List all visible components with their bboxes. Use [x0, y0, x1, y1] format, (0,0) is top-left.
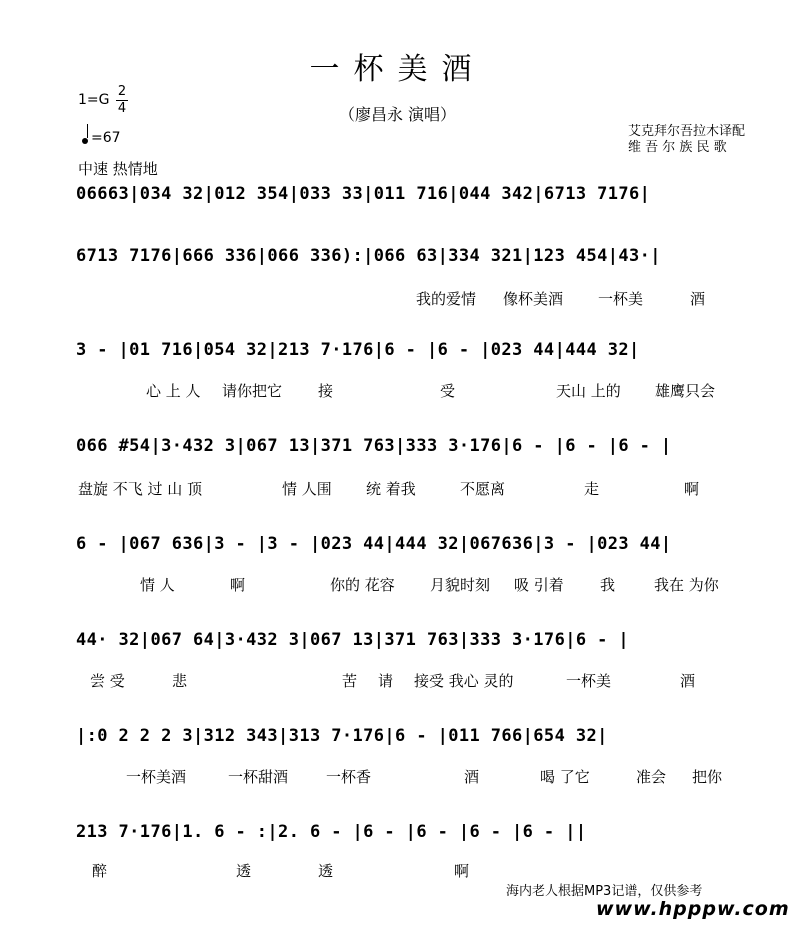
lyric-word: 一杯美 [598, 290, 644, 308]
lyric-word: 情 人围 [282, 480, 332, 498]
lyric-word: 喝 了它 [540, 768, 590, 786]
lyric-word: 接受 我心 灵的 [414, 672, 514, 690]
lyric-word: 酒 [680, 672, 696, 690]
lyric-word: 盘旋 不飞 过 山 顶 [78, 480, 203, 498]
lyric-word: 接 [318, 382, 334, 400]
lyric-word: 准会 [636, 768, 667, 786]
lyric-word: 请 [378, 672, 394, 690]
lyric-word: 你的 花容 [330, 576, 395, 594]
lyric-word: 吸 引着 [514, 576, 564, 594]
score-line-2: 6713 7176|666 336|066 336):|066 63|334 321|123 454|43·| [76, 246, 661, 266]
score-line-7: |:0 2 2 2 3|312 343|313 7·176|6 - |011 766|654 32| [76, 726, 608, 746]
origin-credit: 维 吾 尔 族 民 歌 [628, 140, 727, 155]
lyric-word: 把你 [692, 768, 723, 786]
score-line-4: 066 #54|3·432 3|067 13|371 763|333 3·176|6 - |6 - |6 - | [76, 436, 672, 456]
score-line-6: 44· 32|067 64|3·432 3|067 13|371 763|333 3·176|6 - | [76, 630, 630, 650]
tempo-value: =67 [91, 130, 121, 146]
lyric-word: 我的爱情 [416, 290, 477, 308]
tempo-marking [82, 128, 121, 146]
lyric-word: 一杯美 [566, 672, 612, 690]
lyric-word: 啊 [454, 862, 470, 880]
singer-credit: （廖昌永 演唱） [338, 105, 457, 124]
time-signature [116, 84, 128, 117]
lyric-word: 一杯美酒 [126, 768, 187, 786]
time-sig-bottom: 4 [117, 101, 127, 116]
lyric-word: 我在 为你 [654, 576, 719, 594]
song-title: 一杯美酒 [309, 52, 486, 87]
transcription-note: 海内老人根据MP3记谱，仅供参考 [506, 884, 703, 899]
lyric-word: 情 人 [140, 576, 175, 594]
lyric-word: 雄鹰只会 [655, 382, 716, 400]
note-stem [87, 124, 88, 138]
lyric-word: 苦 [342, 672, 358, 690]
lyric-word: 酒 [690, 290, 706, 308]
lyricist-credit: 艾克拜尔吾拉木译配 [628, 124, 746, 139]
lyric-word: 心 上 人 [146, 382, 201, 400]
lyric-word: 像杯美酒 [503, 290, 564, 308]
lyric-word: 一杯甜酒 [228, 768, 289, 786]
quarter-note-icon [82, 138, 88, 144]
lyric-word: 啊 [684, 480, 700, 498]
lyric-word: 请你把它 [222, 382, 283, 400]
score-line-5: 6 - |067 636|3 - |3 - |023 44|444 32|067636|3 - |023 44| [76, 534, 672, 554]
lyric-word: 受 [440, 382, 456, 400]
lyric-word: 醉 [92, 862, 108, 880]
lyric-word: 我 [600, 576, 616, 594]
score-line-1: 06663|034 32|012 354|033 33|011 716|044 342|6713 7176| [76, 184, 651, 204]
lyric-word: 月貌时刻 [430, 576, 491, 594]
lyric-word: 走 [584, 480, 600, 498]
lyric-word: 酒 [464, 768, 480, 786]
mood-marking: 中速 热情地 [78, 160, 158, 178]
lyric-word: 统 着我 [366, 480, 416, 498]
score-line-3: 3 - |01 716|054 32|213 7·176|6 - |6 - |023 44|444 32| [76, 340, 640, 360]
key-signature: 1=G [78, 92, 110, 108]
lyric-word: 悲 [172, 672, 188, 690]
lyric-word: 透 [318, 862, 334, 880]
lyric-word: 尝 受 [90, 672, 125, 690]
lyric-word: 不愿离 [460, 480, 506, 498]
lyric-word: 透 [236, 862, 252, 880]
lyric-word: 一杯香 [326, 768, 372, 786]
lyric-word: 天山 上的 [556, 382, 621, 400]
site-watermark: www.hpppw.com [596, 898, 790, 920]
score-line-8: 213 7·176|1. 6 - :|2. 6 - |6 - |6 - |6 - |6 - || [76, 822, 587, 842]
lyric-word: 啊 [230, 576, 246, 594]
time-sig-top: 2 [117, 84, 127, 99]
